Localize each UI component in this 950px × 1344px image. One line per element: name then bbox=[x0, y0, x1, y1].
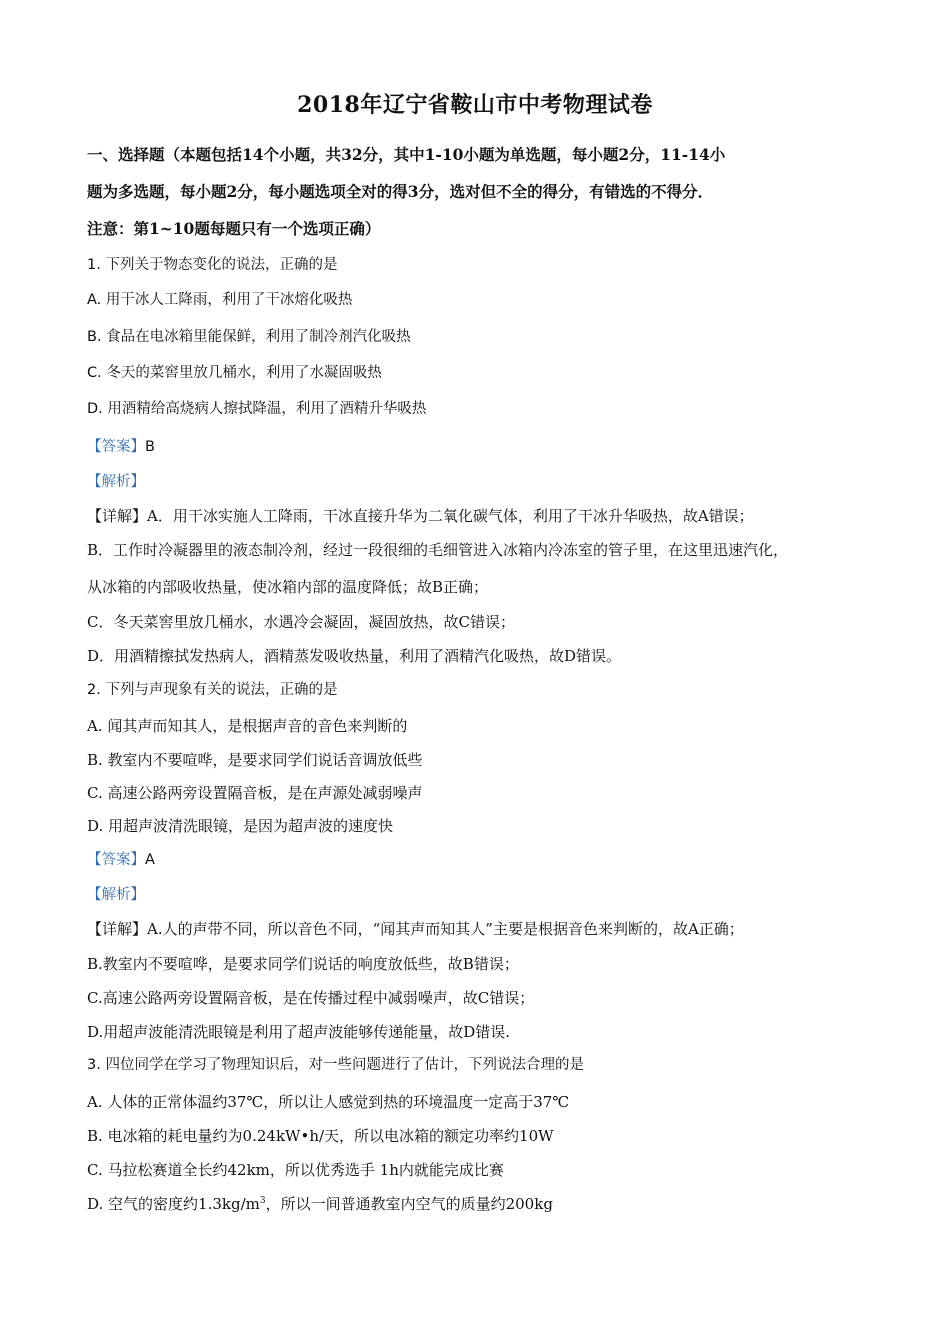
question-1-option-a: A. 用干冰人工降雨，利用了干冰熔化吸热 bbox=[87, 292, 353, 308]
question-3-option-b: B. 电冰箱的耗电量约为0.24kW•h/天，所以电冰箱的额定功率约10W bbox=[87, 1127, 554, 1145]
question-2-option-c: C. 高速公路两旁设置隔音板，是在声源处减弱噪声 bbox=[87, 784, 423, 802]
option-d-suffix: ，所以一间普通教室内空气的质量约200kg bbox=[265, 1195, 553, 1213]
section-header-line-3: 注意：第1~10题每题只有一个选项正确） bbox=[87, 219, 381, 238]
question-3-option-c: C. 马拉松赛道全长约42km，所以优秀选手 1h内就能完成比赛 bbox=[87, 1161, 504, 1179]
question-3-option-a: A. 人体的正常体温约37℃，所以让人感觉到热的环境温度一定高于37℃ bbox=[87, 1093, 570, 1111]
question-1-detail-3: 从冰箱的内部吸收热量，使冰箱内部的温度降低；故B正确； bbox=[87, 578, 489, 596]
detail-text: A.人的声带不同，所以音色不同，“闻其声而知其人”主要是根据音色来判断的，故A正确； bbox=[147, 920, 744, 938]
question-1-answer bbox=[87, 436, 155, 458]
detail-tag: 【详解】 bbox=[87, 507, 148, 525]
question-2-detail-1 bbox=[87, 918, 744, 940]
question-2-stem: 2. 下列与声现象有关的说法，正确的是 bbox=[87, 682, 338, 698]
answer-value: A bbox=[145, 852, 155, 868]
detail-text: A．用干冰实施人工降雨，干冰直接升华为二氧化碳气体，利用了干冰升华吸热，故A错误； bbox=[147, 507, 754, 525]
detail-tag: 【详解】 bbox=[87, 920, 148, 938]
answer-tag: 【答案】 bbox=[87, 852, 145, 868]
question-2-answer bbox=[87, 849, 155, 871]
question-1-option-d: D. 用酒精给高烧病人擦拭降温，利用了酒精升华吸热 bbox=[87, 401, 427, 417]
question-2-detail-2: B.教室内不要喧哗，是要求同学们说话的响度放低些，故B错误； bbox=[87, 955, 519, 973]
question-1-option-b: B. 食品在电冰箱里能保鲜，利用了制冷剂汽化吸热 bbox=[87, 329, 411, 345]
question-1-detail-4: C．冬天菜窖里放几桶水，水遇冷会凝固，凝固放热，故C错误； bbox=[87, 613, 515, 631]
question-2-analysis-tag: 【解析】 bbox=[87, 887, 145, 903]
question-2-detail-4: D.用超声波能清洗眼镜是利用了超声波能够传递能量，故D错误. bbox=[87, 1023, 511, 1041]
question-1-option-c: C. 冬天的菜窖里放几桶水，利用了水凝固吸热 bbox=[87, 365, 382, 381]
question-2-option-d: D. 用超声波清洗眼镜，是因为超声波的速度快 bbox=[87, 817, 394, 835]
answer-tag: 【答案】 bbox=[87, 439, 145, 455]
question-1-stem: 1. 下列关于物态变化的说法，正确的是 bbox=[87, 257, 338, 273]
question-2-option-a: A. 闻其声而知其人，是根据声音的音色来判断的 bbox=[87, 717, 408, 735]
question-1-detail-5: D．用酒精擦拭发热病人，酒精蒸发吸收热量，利用了酒精汽化吸热，故D错误。 bbox=[87, 647, 622, 665]
page-title: 2018年辽宁省鞍山市中考物理试卷 bbox=[297, 92, 653, 118]
question-1-analysis-tag: 【解析】 bbox=[87, 474, 145, 490]
option-d-prefix: D. 空气的密度约1.3kg/m bbox=[87, 1195, 260, 1213]
question-3-stem: 3. 四位同学在学习了物理知识后，对一些问题进行了估计，下列说法合理的是 bbox=[87, 1057, 584, 1073]
question-1-detail-2: B．工作时冷凝器里的液态制冷剂，经过一段很细的毛细管进入冰箱内冷冻室的管子里，在这里迅速汽化， bbox=[87, 541, 789, 559]
question-3-option-d bbox=[87, 1193, 553, 1215]
section-header-line-2: 题为多选题，每小题2分，每小题选项全对的得3分，选对但不全的得分，有错选的不得分． bbox=[87, 182, 714, 201]
question-2-option-b: B. 教室内不要喧哗，是要求同学们说话音调放低些 bbox=[87, 751, 423, 769]
option-d-superscript: 3 bbox=[259, 1196, 266, 1206]
section-header-line-1: 一、选择题（本题包括14个小题，共32分，其中1-10小题为单选题，每小题2分，11-14小 bbox=[87, 145, 726, 164]
question-2-detail-3: C.高速公路两旁设置隔音板，是在传播过程中减弱噪声，故C错误； bbox=[87, 989, 535, 1007]
answer-value: B bbox=[145, 439, 155, 455]
question-1-detail-1 bbox=[87, 505, 754, 527]
